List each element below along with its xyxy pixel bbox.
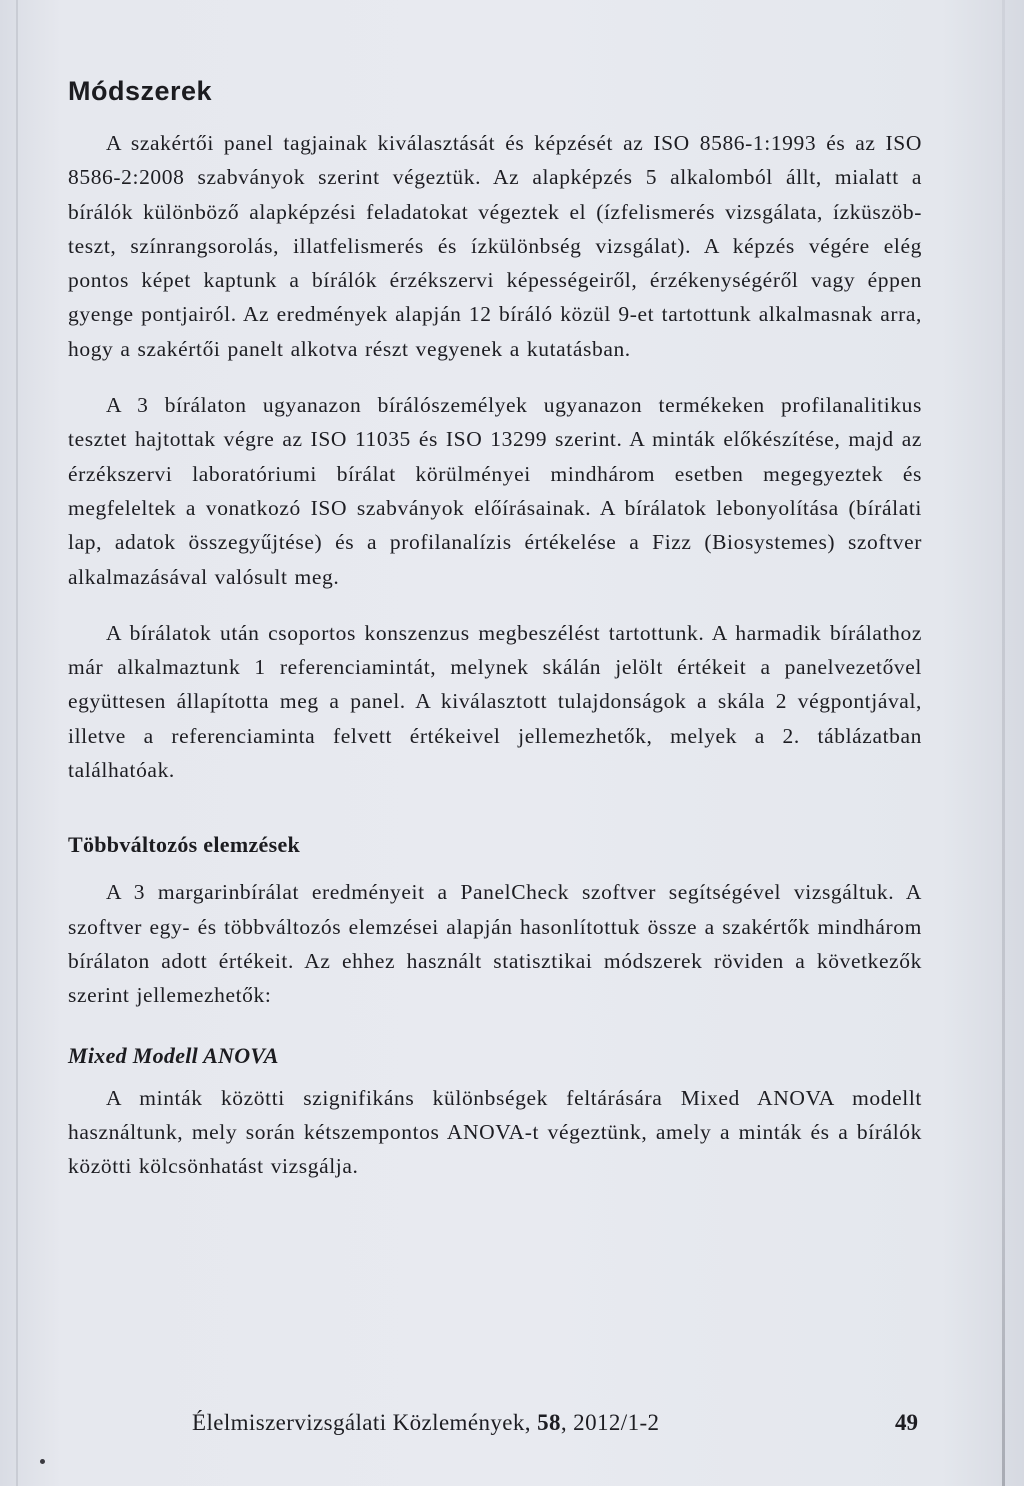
journal-issue: , 2012/1-2 [560, 1410, 660, 1435]
journal-name: Élelmiszervizsgálati Közlemények, [192, 1410, 538, 1435]
page-number: 49 [895, 1410, 918, 1435]
section-heading-multivariate: Többváltozós elemzések [68, 832, 301, 858]
paragraph: A 3 margarinbírálat eredményeit a PanelCheck szoftver segítségével vizsgáltuk. A szoftver egy- és többváltozós elemzései alapján hasonlítottuk össze a szakértők mindhárom bírálaton adott értékeit. Az ehhez használt statisztikai módszerek röviden a következők szerint jellemezhetők: [68, 880, 922, 1008]
paragraph: A 3 bírálaton ugyanazon bírálószemélyek ugyanazon termékeken profilanalitikus tesztet hajtottak végre az ISO 11035 és ISO 13299 szerint. A minták előkészítése, majd az érzékszervi laboratóriumi bírálat körülményei mindhárom esetben megegyeztek és megfeleltek a vonatkozó ISO szabványok előírásainak. A bírálatok lebonyolítása (bírálati lap, adatok összegyűjtése) és a profilanalízis értékelése a Fizz (Biosystemes) szoftver alkalmazásával valósult meg. [68, 393, 922, 589]
paragraph: A bírálatok után csoportos konszenzus megbeszélést tartottunk. A harmadik bírálathoz már alkalmaztunk 1 referenciamintát, melynek skálán jelölt értékeit a panelvezetővel együttesen állapította meg a panel. A kiválasztott tulajdonságok a skála 2 végpontjával, illetve a referenciaminta felvett értékeivel jellemezhetők, melyek a 2. táblázatban találhatóak. [68, 620, 922, 783]
page-footer [192, 1405, 922, 1441]
page-right-edge [1002, 0, 1005, 1486]
section-heading-methods: Módszerek [68, 76, 213, 106]
page-left-edge [16, 0, 18, 1486]
article-body [68, 74, 922, 1205]
subsection-heading-anova: Mixed Modell ANOVA [68, 1042, 279, 1068]
paragraph: A minták közötti szignifikáns különbségek feltárására Mixed ANOVA modellt használtunk, mely során kétszempontos ANOVA-t végeztünk, amely a minták és a bírálók közötti kölcsönhatást vizsgálja. [68, 1085, 922, 1179]
scan-dot [40, 1459, 45, 1464]
paragraph: A szakértői panel tagjainak kiválasztását és képzését az ISO 8586-1:1993 és az ISO 8586-2:2008 szabványok szerint végeztük. Az alapképzés 5 alkalomból állt, mialatt a bírálók különböző alapképzési feladatokat végeztek el (ízfelismerés vizsgálata, ízküszöb-teszt, színrangsorolás, illatfelismerés és ízkülönbség vizsgálat). A képzés végére elég pontos képet kaptunk a bírálók érzékszervi képességeiről, érzékenységéről vagy éppen gyenge pontjairól. Az eredmények alapján 12 bíráló közül 9-et tartottunk alkalmasnak arra, hogy a szakértői panelt alkotva részt vegyenek a kutatásban. [68, 131, 922, 361]
journal-volume: 58 [537, 1410, 561, 1435]
journal-citation [192, 1405, 659, 1441]
